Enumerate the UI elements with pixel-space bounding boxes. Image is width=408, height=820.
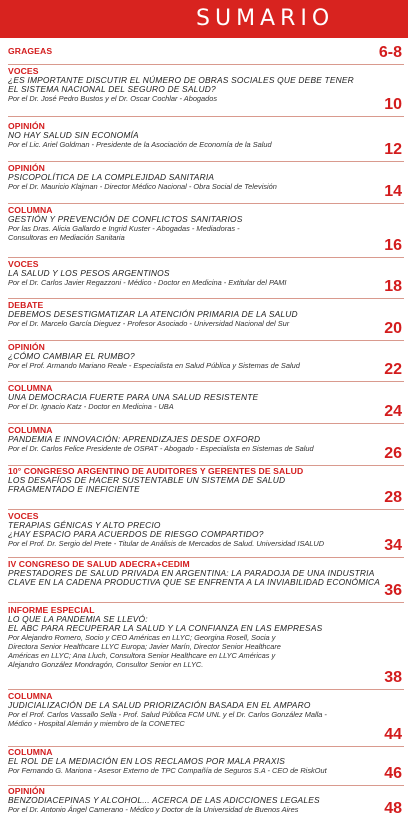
entry-page-number: 10 (384, 96, 402, 113)
contents-entry[interactable] (8, 67, 404, 117)
entry-page-number: 36 (384, 582, 402, 599)
entry-page-number: 34 (384, 537, 402, 554)
entry-title-line: CLAVE EN LA CADENA PRODUCTIVA QUE SE ENFRENTA A LA INVIABILIDAD ECONÓMICA (8, 577, 381, 587)
entry-category: OPINIÓN (8, 786, 45, 796)
page-title: SUMARIO (196, 6, 335, 31)
entry-author-line: Por el Dr. Ignacio Katz - Doctor en Medicina - UBA (8, 402, 174, 411)
entry-category: 10° CONGRESO ARGENTINO DE AUDITORES Y GERENTES DE SALUD (8, 466, 304, 476)
entry-page-number: 22 (384, 361, 402, 378)
contents-entry[interactable] (8, 343, 404, 382)
entry-author-line: Directora Senior Healthcare LLYC Europa; Javier Marín, Director Senior Healthcare (8, 642, 281, 651)
entry-title-line: GESTIÓN Y PREVENCIÓN DE CONFLICTOS SANITARIOS (8, 214, 243, 224)
entry-title-line: LO QUE LA PANDEMIA SE LLEVÓ: (8, 614, 148, 624)
entry-category: COLUMNA (8, 747, 53, 757)
contents-entry[interactable] (8, 384, 404, 424)
entry-title-line: LOS DESAFÍOS DE HACER SUSTENTABLE UN SISTEMA DE SALUD (8, 475, 286, 485)
entry-page-number: 20 (384, 320, 402, 337)
entry-author-line: Por el Dr. Carlos Felice Presidente de OSPAT - Abogado - Especialista en Sistemas de Salud (8, 444, 314, 453)
entry-page-number: 12 (384, 141, 402, 158)
entry-author-line: Por el Lic. Ariel Goldman - Presidente de la Asociación de Economía de la Salud (8, 140, 272, 149)
entry-page-number: 48 (384, 800, 402, 817)
contents-entry[interactable] (8, 43, 404, 65)
entry-author-line: Por el Prof. Dr. Sergio del Prete - Titular de Análisis de Mercados de Salud. Universidad ISALUD (8, 539, 325, 548)
header-banner (0, 0, 408, 38)
entry-author-line: Por el Prof. Armando Mariano Reale - Especialista en Salud Pública y Sistemas de Salud (8, 361, 300, 370)
contents-entry[interactable] (8, 260, 404, 299)
entry-category: VOCES (8, 511, 39, 521)
entry-page-number: 46 (384, 765, 402, 782)
entry-page-number: 6-8 (378, 44, 402, 61)
entry-category: OPINIÓN (8, 342, 45, 352)
entry-category: GRAGEAS (8, 46, 53, 56)
entry-title-line: PSICOPOLÍTICA DE LA COMPLEJIDAD SANITARIA (8, 172, 215, 182)
entry-author-line: Por el Dr. Antonio Ángel Camerano - Médico y Doctor de la Universidad de Buenos Aires (8, 805, 299, 814)
entry-author-line: Por Alejandro Romero, Socio y CEO Américas en LLYC; Georgina Rosell, Socia y (8, 633, 276, 642)
entry-title-line: EL SISTEMA NACIONAL DEL SEGURO DE SALUD? (8, 84, 216, 94)
entry-title-line: BENZODIACEPINAS Y ALCOHOL... ACERCA DE LAS ADICCIONES LEGALES (8, 795, 320, 805)
contents-entry[interactable] (8, 467, 404, 510)
entry-title-line: DEBEMOS DESESTIGMATIZAR LA ATENCIÓN PRIMARIA DE LA SALUD (8, 309, 298, 319)
entry-page-number: 18 (384, 278, 402, 295)
contents-entry[interactable] (8, 426, 404, 466)
entry-category: COLUMNA (8, 383, 53, 393)
entry-page-number: 16 (384, 237, 402, 254)
entry-author-line: Consultoras en Mediación Sanitaria (8, 233, 125, 242)
entry-author-line: Por el Dr. Carlos Javier Regazzoni - Médico - Doctor en Medicina - Extitular del PAMI (8, 278, 287, 287)
contents-entry[interactable] (8, 301, 404, 341)
entry-title-line: EL ROL DE LA MEDIACIÓN EN LOS RECLAMOS POR MALA PRAXIS (8, 756, 286, 766)
entry-title-line: PANDEMIA E INNOVACIÓN: APRENDIZAJES DESDE OXFORD (8, 434, 261, 444)
entry-category: INFORME ESPECIAL (8, 605, 95, 615)
entry-page-number: 14 (384, 183, 402, 200)
entry-category: COLUMNA (8, 691, 53, 701)
entry-author-line: Por el Dr. José Pedro Bustos y el Dr. Oscar Cochlar - Abogados (8, 94, 218, 103)
entry-page-number: 24 (384, 403, 402, 420)
entry-category: OPINIÓN (8, 121, 45, 131)
entry-author-line: Alejandro González Mondragón, Consultor Senior en LLYC. (8, 660, 204, 669)
entry-page-number: 38 (384, 669, 402, 686)
entry-title-line: NO HAY SALUD SIN ECONOMÍA (8, 130, 139, 140)
entry-title-line: TERAPIAS GÉNICAS Y ALTO PRECIO (8, 520, 161, 530)
contents-entry[interactable] (8, 122, 404, 162)
entry-title-line: JUDICIALIZACIÓN DE LA SALUD PRIORIZACIÓN BASADA EN EL AMPARO (8, 700, 311, 710)
entry-title-line: LA SALUD Y LOS PESOS ARGENTINOS (8, 268, 170, 278)
entry-page-number: 26 (384, 445, 402, 462)
entry-title-line: ¿ES IMPORTANTE DISCUTIR EL NÚMERO DE OBRAS SOCIALES QUE DEBE TENER (8, 75, 354, 85)
entry-category: VOCES (8, 66, 39, 76)
entry-page-number: 28 (384, 489, 402, 506)
entry-category: VOCES (8, 259, 39, 269)
contents-entry[interactable] (8, 206, 404, 258)
entry-category: COLUMNA (8, 205, 53, 215)
contents-entry[interactable] (8, 748, 404, 786)
entry-title-line: ¿HAY ESPACIO PARA ACUERDOS DE RIESGO COMPARTIDO? (8, 529, 264, 539)
entry-author-line: Por Fernando G. Mariona - Asesor Externo de TPC Compañía de Seguros S.A - CEO de RiskOut (8, 766, 327, 775)
contents-entry[interactable] (8, 512, 404, 558)
entry-title-line: ¿CÓMO CAMBIAR EL RUMBO? (8, 351, 135, 361)
entry-author-line: Médico - Hospital Alemán y miembro de la CONETEC (8, 719, 185, 728)
contents-entry[interactable] (8, 164, 404, 204)
entry-author-line: Américas en LLYC; Ana Lluch, Consultora Senior Healthcare en LLYC Américas y (8, 651, 276, 660)
entry-author-line: Por el Dr. Marcelo García Dieguez - Profesor Asociado - Universidad Nacional del Sur (8, 319, 290, 328)
entry-author-line: Por el Prof. Carlos Vassallo Sella - Prof. Salud Pública FCM UNL y el Dr. Carlos González Malla - (8, 710, 327, 719)
entry-title-line: UNA DEMOCRACIA FUERTE PARA UNA SALUD RESISTENTE (8, 392, 259, 402)
entry-category: COLUMNA (8, 425, 53, 435)
entry-category: DEBATE (8, 300, 44, 310)
entry-author-line: Por las Dras. Alicia Gallardo e Ingrid Kuster - Abogadas - Mediadoras - (8, 224, 240, 233)
entry-title-line: EL ABC PARA RECUPERAR LA SALUD Y LA CONFIANZA EN LAS EMPRESAS (8, 623, 323, 633)
entry-page-number: 44 (384, 726, 402, 743)
contents-entry[interactable] (8, 606, 404, 690)
contents-entry[interactable] (8, 692, 404, 747)
entry-category: OPINIÓN (8, 163, 45, 173)
contents-entry[interactable] (8, 787, 404, 820)
entry-category: IV CONGRESO DE SALUD ADECRA+CEDIM (8, 559, 190, 569)
entry-author-line: Por el Dr. Mauricio Klajman - Director Médico Nacional - Obra Social de Televisión (8, 182, 277, 191)
entry-title-line: PRESTADORES DE SALUD PRIVADA EN ARGENTINA: LA PARADOJA DE UNA INDUSTRIA (8, 568, 375, 578)
entry-title-line: FRAGMENTADO E INEFICIENTE (8, 484, 140, 494)
contents-entry[interactable] (8, 560, 404, 603)
